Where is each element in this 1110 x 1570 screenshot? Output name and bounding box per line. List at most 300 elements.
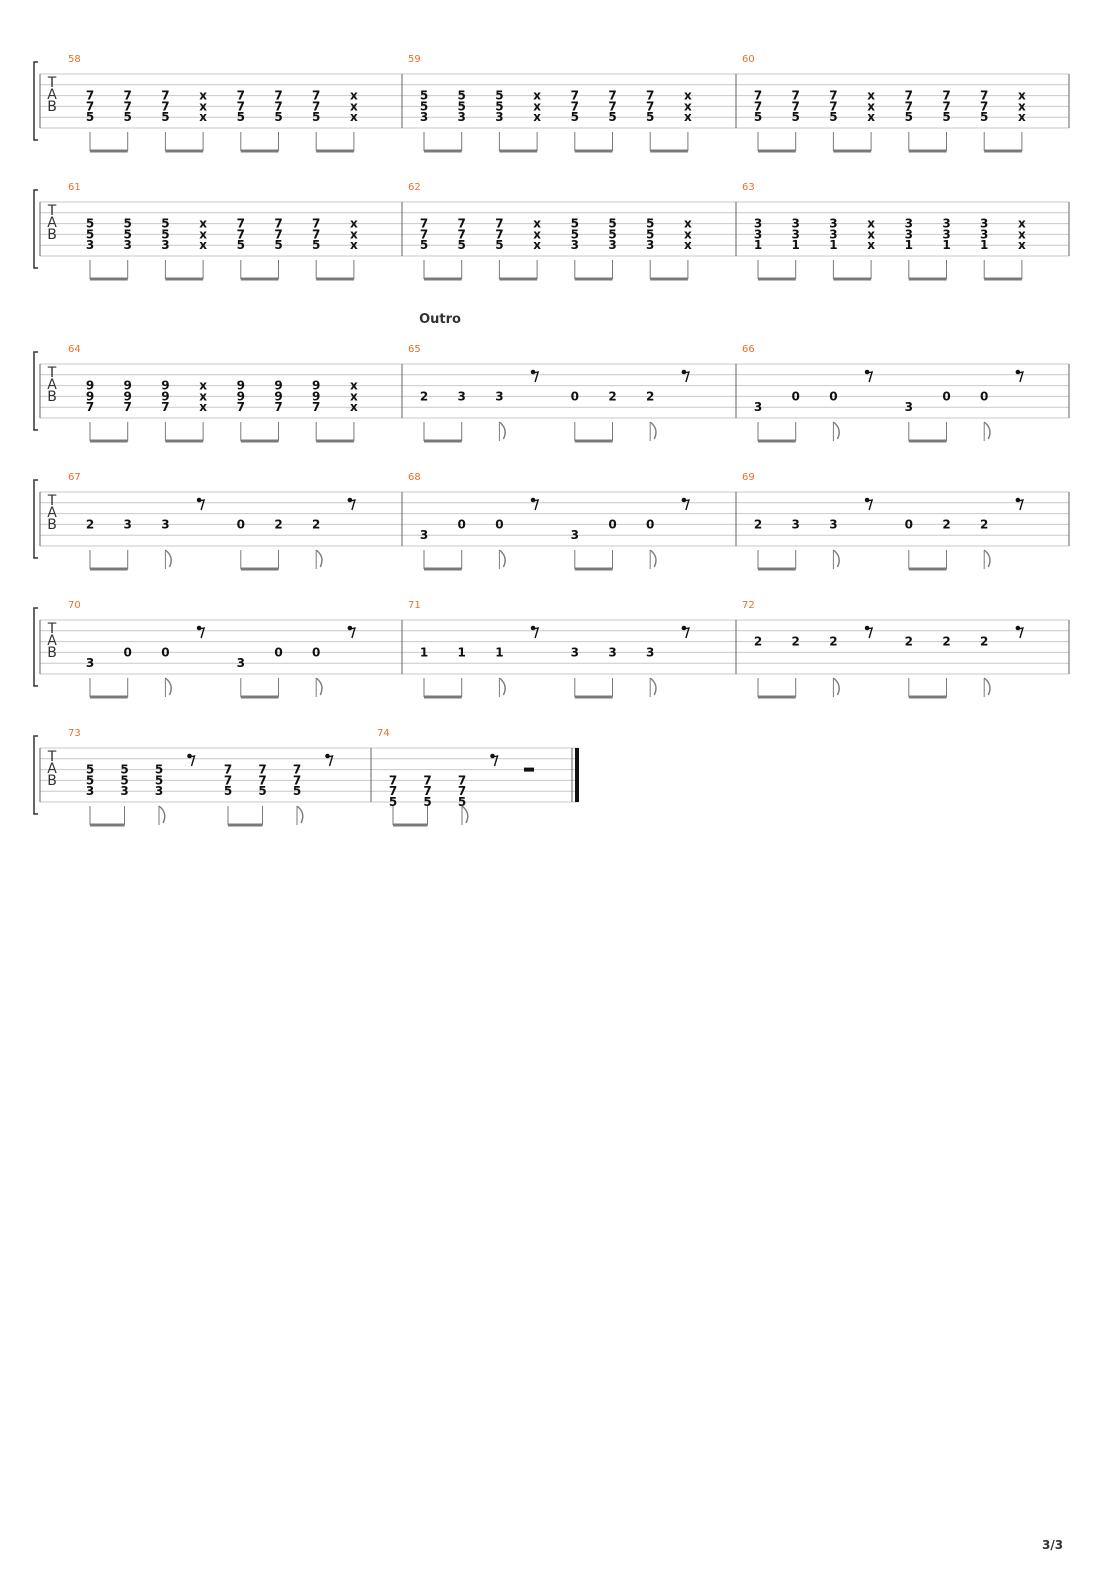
fret-number: 7 bbox=[223, 773, 233, 788]
fret-number: 7 bbox=[236, 400, 245, 415]
section-label: Outro bbox=[419, 312, 461, 327]
fret-number: 2 bbox=[646, 389, 655, 404]
measure-number: 70 bbox=[68, 600, 81, 611]
fret-number: 3 bbox=[646, 238, 655, 253]
tab-clef-letter: T bbox=[47, 203, 57, 219]
fret-number: 9 bbox=[161, 378, 170, 393]
fret-number: 3 bbox=[85, 238, 95, 253]
measure-number: 67 bbox=[68, 472, 81, 483]
note-flag bbox=[316, 678, 322, 695]
note-flag bbox=[159, 806, 165, 823]
fret-number: 1 bbox=[980, 238, 989, 253]
system-bracket bbox=[34, 352, 38, 430]
dead-note: x bbox=[199, 400, 207, 415]
tab-clef-letter: B bbox=[47, 99, 57, 115]
fret-number: 0 bbox=[980, 389, 989, 404]
fret-number: 2 bbox=[419, 389, 429, 404]
dead-note: x bbox=[684, 110, 692, 125]
fret-number: 5 bbox=[457, 238, 466, 253]
fret-number: 7 bbox=[312, 400, 321, 415]
dead-note: x bbox=[350, 400, 358, 415]
fret-number: 5 bbox=[753, 110, 763, 125]
dead-note: x bbox=[1018, 227, 1026, 242]
fret-number: 2 bbox=[274, 517, 283, 532]
fret-number: 5 bbox=[161, 216, 170, 231]
measure-number: 73 bbox=[68, 728, 81, 739]
note-flag bbox=[833, 422, 839, 439]
measure-number: 71 bbox=[408, 600, 421, 611]
fret-number: 2 bbox=[85, 517, 95, 532]
fret-number: 7 bbox=[904, 88, 913, 103]
fret-number: 3 bbox=[161, 238, 170, 253]
fret-number: 3 bbox=[123, 238, 132, 253]
dead-note: x bbox=[867, 88, 875, 103]
fret-number: 7 bbox=[161, 99, 170, 114]
fret-number: 3 bbox=[980, 227, 989, 242]
fret-number: 7 bbox=[495, 227, 504, 242]
fret-number: 7 bbox=[274, 216, 283, 231]
fret-number: 2 bbox=[980, 517, 989, 532]
fret-number: 7 bbox=[312, 216, 321, 231]
fret-number: 0 bbox=[829, 389, 838, 404]
fret-number: 3 bbox=[236, 656, 245, 671]
measure-72 bbox=[742, 600, 1069, 697]
staff-system bbox=[34, 728, 578, 825]
note-flag bbox=[650, 678, 656, 695]
eighth-rest bbox=[533, 628, 538, 638]
fret-number: 9 bbox=[85, 378, 95, 393]
page-number: 3/3 bbox=[1042, 1538, 1064, 1552]
dead-note: x bbox=[684, 227, 692, 242]
fret-number: 7 bbox=[388, 773, 398, 788]
dead-note: x bbox=[1018, 238, 1026, 253]
fret-number: 5 bbox=[388, 795, 398, 809]
measure-number: 74 bbox=[377, 728, 390, 739]
fret-number: 3 bbox=[791, 517, 800, 532]
fret-number: 9 bbox=[312, 378, 321, 393]
dead-note: x bbox=[684, 88, 692, 103]
fret-number: 3 bbox=[791, 227, 800, 242]
fret-number: 7 bbox=[274, 400, 283, 415]
fret-number: 3 bbox=[161, 517, 170, 532]
fret-number: 5 bbox=[236, 238, 245, 253]
fret-number: 7 bbox=[753, 99, 763, 114]
measure-58 bbox=[68, 54, 402, 151]
fret-number: 5 bbox=[161, 110, 170, 125]
fret-number: 7 bbox=[388, 784, 398, 799]
eighth-rest bbox=[1018, 628, 1023, 638]
fret-number: 5 bbox=[457, 795, 467, 809]
tab-clef-letter: T bbox=[47, 365, 57, 381]
fret-number: 7 bbox=[457, 773, 467, 788]
measure-63 bbox=[742, 182, 1069, 279]
fret-number: 7 bbox=[608, 88, 617, 103]
dead-note: x bbox=[199, 389, 207, 404]
fret-number: 2 bbox=[904, 634, 913, 649]
tab-clef-letter: B bbox=[47, 645, 57, 661]
eighth-rest bbox=[684, 500, 689, 510]
eighth-rest bbox=[493, 756, 498, 766]
dead-note: x bbox=[199, 88, 207, 103]
fret-number: 3 bbox=[942, 227, 951, 242]
system-bracket bbox=[34, 736, 38, 814]
fret-number: 3 bbox=[570, 528, 579, 543]
measure-60 bbox=[742, 54, 1069, 151]
fret-number: 5 bbox=[258, 784, 267, 799]
eighth-rest bbox=[199, 628, 204, 638]
fret-number: 5 bbox=[791, 110, 800, 125]
tab-clef-letter: B bbox=[47, 227, 57, 243]
measure-number: 68 bbox=[408, 472, 421, 483]
dead-note: x bbox=[1018, 99, 1026, 114]
fret-number: 0 bbox=[312, 645, 321, 660]
fret-number: 2 bbox=[312, 517, 321, 532]
fret-number: 5 bbox=[419, 88, 429, 103]
fret-number: 1 bbox=[495, 645, 504, 660]
fret-number: 3 bbox=[419, 528, 429, 543]
fret-number: 5 bbox=[274, 238, 283, 253]
fret-number: 5 bbox=[419, 238, 429, 253]
note-flag bbox=[984, 550, 990, 567]
fret-number: 7 bbox=[123, 88, 132, 103]
fret-number: 5 bbox=[120, 762, 129, 777]
dead-note: x bbox=[533, 216, 541, 231]
eighth-rest bbox=[533, 500, 538, 510]
fret-number: 7 bbox=[312, 99, 321, 114]
note-flag bbox=[499, 678, 505, 695]
fret-number: 7 bbox=[236, 227, 245, 242]
fret-number: 5 bbox=[608, 227, 617, 242]
measure-65 bbox=[408, 344, 736, 441]
fret-number: 5 bbox=[161, 227, 170, 242]
fret-number: 5 bbox=[495, 99, 504, 114]
fret-number: 7 bbox=[274, 227, 283, 242]
fret-number: 7 bbox=[646, 88, 655, 103]
dead-note: x bbox=[533, 88, 541, 103]
system-bracket bbox=[34, 190, 38, 268]
fret-number: 5 bbox=[646, 227, 655, 242]
fret-number: 1 bbox=[457, 645, 466, 660]
fret-number: 3 bbox=[495, 389, 504, 404]
dead-note: x bbox=[1018, 88, 1026, 103]
measure-number: 59 bbox=[408, 54, 421, 65]
eighth-rest bbox=[190, 756, 195, 766]
fret-number: 5 bbox=[495, 238, 504, 253]
measure-number: 69 bbox=[742, 472, 755, 483]
fret-number: 7 bbox=[791, 88, 800, 103]
note-flag bbox=[499, 422, 505, 439]
dead-note: x bbox=[867, 216, 875, 231]
fret-number: 2 bbox=[791, 634, 800, 649]
fret-number: 5 bbox=[570, 216, 579, 231]
note-flag bbox=[984, 422, 990, 439]
fret-number: 5 bbox=[570, 110, 579, 125]
fret-number: 0 bbox=[570, 389, 579, 404]
fret-number: 7 bbox=[791, 99, 800, 114]
fret-number: 7 bbox=[292, 762, 302, 777]
measure-number: 72 bbox=[742, 600, 755, 611]
staff-system bbox=[34, 182, 1069, 279]
fret-number: 7 bbox=[904, 99, 913, 114]
fret-number: 5 bbox=[123, 227, 132, 242]
tab-clef-letter: B bbox=[47, 389, 57, 405]
measure-number: 61 bbox=[68, 182, 81, 193]
fret-number: 7 bbox=[570, 99, 579, 114]
eighth-rest bbox=[328, 756, 333, 766]
dead-note: x bbox=[350, 378, 358, 393]
staff-system bbox=[34, 54, 1069, 151]
dead-note: x bbox=[867, 110, 875, 125]
measure-number: 63 bbox=[742, 182, 755, 193]
measure-number: 62 bbox=[408, 182, 421, 193]
dead-note: x bbox=[199, 238, 207, 253]
fret-number: 7 bbox=[312, 227, 321, 242]
tab-clef-letter: A bbox=[47, 215, 57, 231]
fret-number: 0 bbox=[904, 517, 913, 532]
note-flag bbox=[165, 678, 171, 695]
fret-number: 5 bbox=[312, 238, 321, 253]
fret-number: 5 bbox=[495, 88, 504, 103]
fret-number: 3 bbox=[753, 216, 763, 231]
fret-number: 9 bbox=[123, 378, 132, 393]
fret-number: 3 bbox=[904, 216, 913, 231]
fret-number: 7 bbox=[85, 99, 95, 114]
measure-number: 66 bbox=[742, 344, 755, 355]
fret-number: 0 bbox=[791, 389, 800, 404]
fret-number: 5 bbox=[646, 216, 655, 231]
dead-note: x bbox=[350, 389, 358, 404]
fret-number: 7 bbox=[608, 99, 617, 114]
dead-note: x bbox=[1018, 216, 1026, 231]
fret-number: 9 bbox=[312, 389, 321, 404]
eighth-rest bbox=[867, 500, 872, 510]
fret-number: 5 bbox=[942, 110, 951, 125]
fret-number: 9 bbox=[85, 389, 95, 404]
tab-clef-letter: T bbox=[47, 749, 57, 765]
dead-note: x bbox=[199, 227, 207, 242]
fret-number: 7 bbox=[457, 784, 467, 799]
fret-number: 9 bbox=[274, 378, 283, 393]
fret-number: 5 bbox=[223, 784, 233, 799]
note-flag bbox=[833, 550, 839, 567]
measure-number: 60 bbox=[742, 54, 755, 65]
fret-number: 2 bbox=[942, 517, 951, 532]
fret-number: 7 bbox=[161, 400, 170, 415]
dead-note: x bbox=[867, 238, 875, 253]
measure-71 bbox=[408, 600, 736, 697]
fret-number: 7 bbox=[312, 88, 321, 103]
eighth-rest bbox=[867, 628, 872, 638]
fret-number: 1 bbox=[942, 238, 951, 253]
fret-number: 5 bbox=[457, 88, 466, 103]
fret-number: 5 bbox=[904, 110, 913, 125]
fret-number: 5 bbox=[608, 110, 617, 125]
fret-number: 3 bbox=[753, 227, 763, 242]
fret-number: 5 bbox=[85, 110, 95, 125]
staff-system bbox=[34, 312, 1069, 441]
fret-number: 5 bbox=[829, 110, 838, 125]
fret-number: 7 bbox=[123, 99, 132, 114]
system-bracket bbox=[34, 608, 38, 686]
eighth-rest bbox=[199, 500, 204, 510]
fret-number: 9 bbox=[274, 389, 283, 404]
fret-number: 5 bbox=[292, 784, 302, 799]
dead-note: x bbox=[533, 238, 541, 253]
fret-number: 2 bbox=[829, 634, 838, 649]
fret-number: 3 bbox=[570, 645, 579, 660]
tab-clef-letter: A bbox=[47, 87, 57, 103]
fret-number: 1 bbox=[753, 238, 763, 253]
tab-clef-letter: T bbox=[47, 621, 57, 637]
note-flag bbox=[297, 806, 303, 823]
dead-note: x bbox=[684, 238, 692, 253]
fret-number: 3 bbox=[942, 216, 951, 231]
fret-number: 3 bbox=[123, 517, 132, 532]
fret-number: 3 bbox=[904, 227, 913, 242]
fret-number: 2 bbox=[942, 634, 951, 649]
fret-number: 1 bbox=[419, 645, 429, 660]
fret-number: 2 bbox=[753, 517, 763, 532]
dead-note: x bbox=[350, 227, 358, 242]
fret-number: 3 bbox=[495, 110, 504, 125]
note-flag bbox=[316, 550, 322, 567]
staff-system bbox=[34, 600, 1069, 697]
fret-number: 9 bbox=[161, 389, 170, 404]
measure-62 bbox=[408, 182, 736, 279]
fret-number: 7 bbox=[753, 88, 763, 103]
system-bracket bbox=[34, 62, 38, 140]
fret-number: 5 bbox=[236, 110, 245, 125]
fret-number: 7 bbox=[423, 773, 432, 788]
fret-number: 7 bbox=[236, 88, 245, 103]
fret-number: 3 bbox=[570, 238, 579, 253]
fret-number: 5 bbox=[85, 227, 95, 242]
fret-number: 0 bbox=[274, 645, 283, 660]
fret-number: 7 bbox=[980, 99, 989, 114]
fret-number: 0 bbox=[608, 517, 617, 532]
dead-note: x bbox=[350, 110, 358, 125]
fret-number: 3 bbox=[457, 389, 466, 404]
tab-clef-letter: A bbox=[47, 761, 57, 777]
fret-number: 7 bbox=[85, 400, 95, 415]
fret-number: 3 bbox=[419, 110, 429, 125]
measure-74 bbox=[377, 728, 577, 825]
fret-number: 7 bbox=[274, 99, 283, 114]
half-rest bbox=[524, 768, 534, 772]
fret-number: 7 bbox=[258, 762, 267, 777]
fret-number: 3 bbox=[829, 517, 838, 532]
fret-number: 0 bbox=[942, 389, 951, 404]
tab-clef-letter: B bbox=[47, 517, 57, 533]
fret-number: 2 bbox=[608, 389, 617, 404]
tab-clef-letter: T bbox=[47, 75, 57, 91]
fret-number: 7 bbox=[942, 99, 951, 114]
fret-number: 5 bbox=[123, 216, 132, 231]
measure-67 bbox=[68, 472, 402, 569]
fret-number: 5 bbox=[457, 99, 466, 114]
fret-number: 3 bbox=[829, 216, 838, 231]
fret-number: 5 bbox=[85, 773, 95, 788]
dead-note: x bbox=[350, 216, 358, 231]
dead-note: x bbox=[684, 99, 692, 114]
tab-clef-letter: A bbox=[47, 633, 57, 649]
fret-number: 5 bbox=[154, 762, 164, 777]
fret-number: 9 bbox=[123, 389, 132, 404]
fret-number: 5 bbox=[980, 110, 989, 125]
eighth-rest bbox=[1018, 372, 1023, 382]
fret-number: 7 bbox=[423, 784, 432, 799]
fret-number: 7 bbox=[980, 88, 989, 103]
measure-70 bbox=[68, 600, 402, 697]
measure-number: 64 bbox=[68, 344, 81, 355]
measure-68 bbox=[408, 472, 736, 569]
note-flag bbox=[499, 550, 505, 567]
note-flag bbox=[650, 422, 656, 439]
fret-number: 7 bbox=[236, 216, 245, 231]
measure-66 bbox=[742, 344, 1069, 441]
fret-number: 7 bbox=[457, 227, 466, 242]
fret-number: 5 bbox=[419, 99, 429, 114]
fret-number: 7 bbox=[236, 99, 245, 114]
fret-number: 7 bbox=[829, 99, 838, 114]
eighth-rest bbox=[684, 372, 689, 382]
measure-number: 65 bbox=[408, 344, 421, 355]
fret-number: 3 bbox=[85, 784, 95, 799]
fret-number: 3 bbox=[646, 645, 655, 660]
fret-number: 3 bbox=[154, 784, 164, 799]
fret-number: 3 bbox=[120, 784, 129, 799]
fret-number: 1 bbox=[904, 238, 913, 253]
system-bracket bbox=[34, 480, 38, 558]
fret-number: 7 bbox=[942, 88, 951, 103]
dead-note: x bbox=[684, 216, 692, 231]
fret-number: 3 bbox=[457, 110, 466, 125]
fret-number: 5 bbox=[123, 110, 132, 125]
measure-number: 58 bbox=[68, 54, 81, 65]
dead-note: x bbox=[1018, 110, 1026, 125]
fret-number: 0 bbox=[457, 517, 466, 532]
dead-note: x bbox=[199, 216, 207, 231]
fret-number: 7 bbox=[161, 88, 170, 103]
fret-number: 3 bbox=[608, 645, 617, 660]
note-flag bbox=[833, 678, 839, 695]
fret-number: 7 bbox=[292, 773, 302, 788]
fret-number: 9 bbox=[236, 378, 245, 393]
fret-number: 1 bbox=[791, 238, 800, 253]
fret-number: 5 bbox=[312, 110, 321, 125]
measure-61 bbox=[68, 182, 402, 279]
fret-number: 5 bbox=[423, 795, 432, 809]
fret-number: 0 bbox=[646, 517, 655, 532]
fret-number: 3 bbox=[85, 656, 95, 671]
eighth-rest bbox=[684, 628, 689, 638]
fret-number: 2 bbox=[753, 634, 763, 649]
dead-note: x bbox=[350, 238, 358, 253]
fret-number: 7 bbox=[457, 216, 466, 231]
fret-number: 0 bbox=[123, 645, 132, 660]
fret-number: 5 bbox=[120, 773, 129, 788]
tab-clef-letter: A bbox=[47, 505, 57, 521]
fret-number: 7 bbox=[123, 400, 132, 415]
note-flag bbox=[984, 678, 990, 695]
measure-59 bbox=[408, 54, 736, 151]
tab-clef-letter: T bbox=[47, 493, 57, 509]
fret-number: 5 bbox=[570, 227, 579, 242]
fret-number: 3 bbox=[904, 400, 913, 415]
fret-number: 3 bbox=[791, 216, 800, 231]
fret-number: 5 bbox=[154, 773, 164, 788]
dead-note: x bbox=[199, 110, 207, 125]
